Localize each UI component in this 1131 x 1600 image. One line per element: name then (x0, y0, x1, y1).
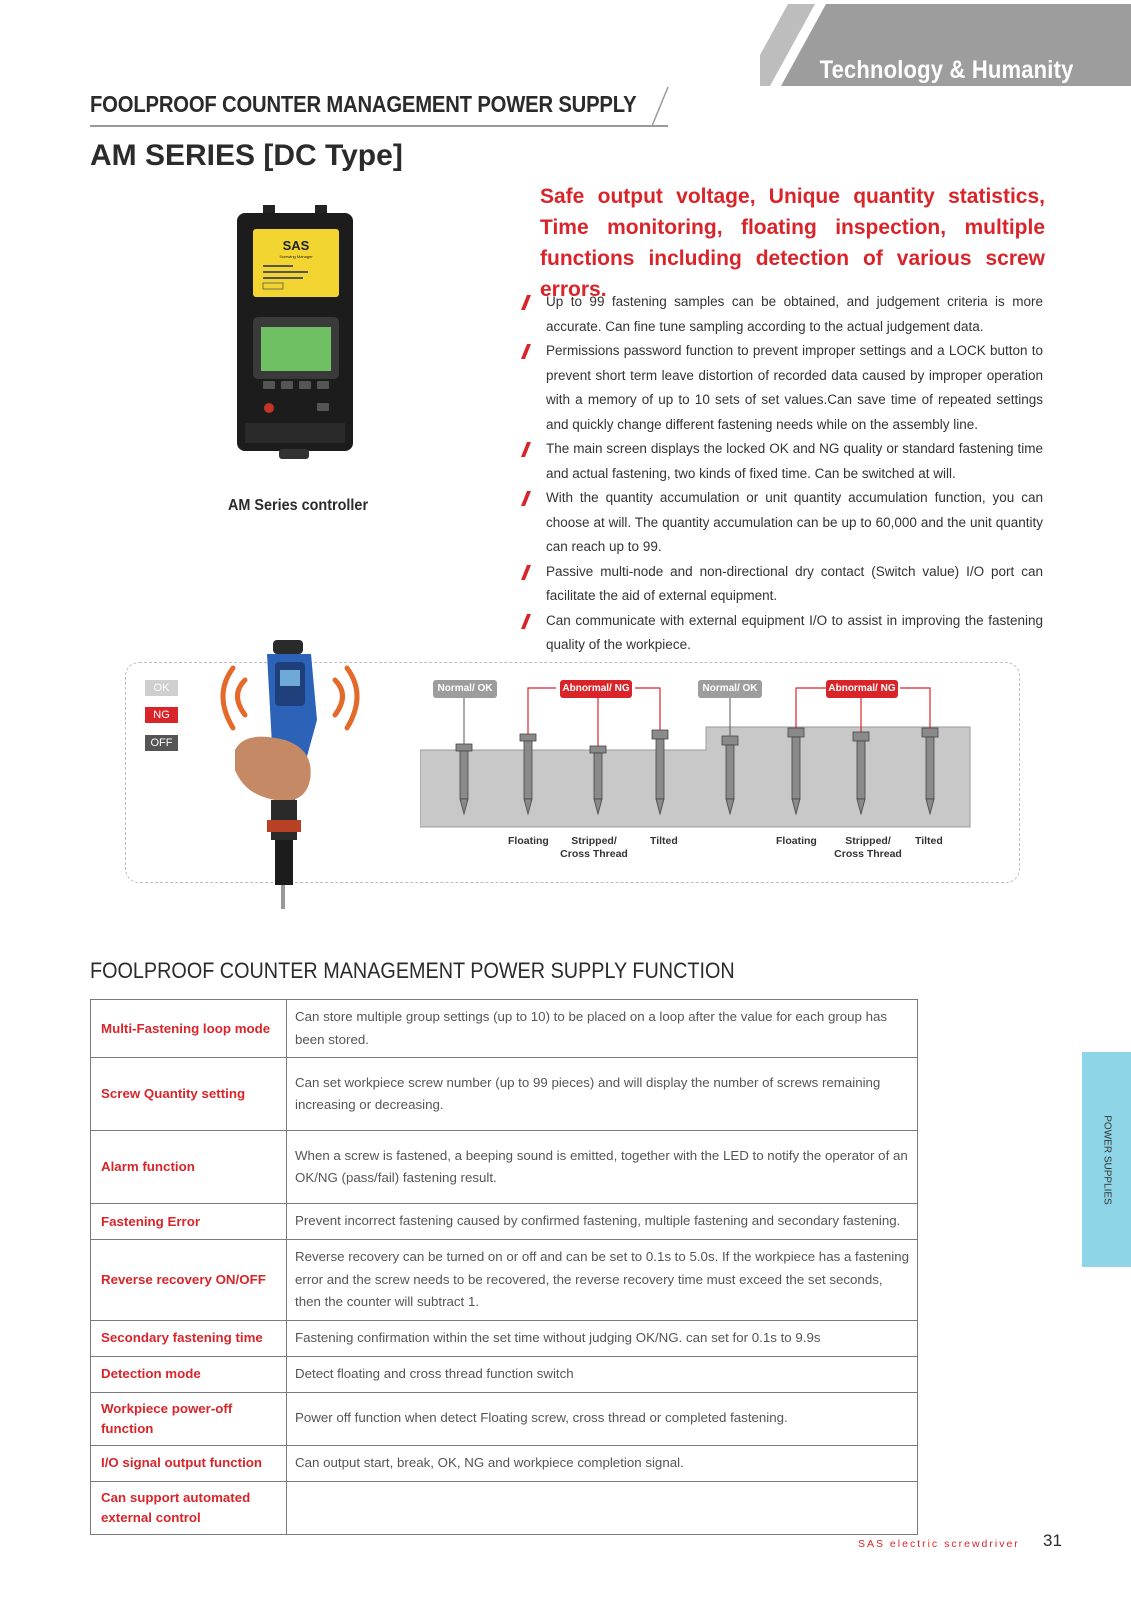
feature-list (521, 290, 1043, 658)
function-description: Can set workpiece screw number (up to 99 pieces) and will display the number of screws remaining increasing or decreasing. (287, 1058, 918, 1131)
label-floating: Floating (776, 835, 817, 847)
label-tilted: Tilted (915, 835, 943, 847)
feature-text: Passive multi-node and non-directional dry contact (Switch value) I/O port can facilitate the aid of external equipment. (546, 563, 1043, 603)
table-row (91, 1445, 918, 1481)
status-off-light: OFF (145, 735, 178, 751)
page-number: 31 (1043, 1531, 1062, 1550)
header-rule (90, 125, 668, 127)
feature-item (521, 290, 1043, 339)
controller-brand: SAS (282, 238, 310, 253)
slash-bullet-icon (521, 344, 531, 359)
feature-item (521, 486, 1043, 560)
feature-text: Permissions password function to prevent improper settings and a LOCK button to prevent short term leave distortion of recorded data caused by improper operation with a memory of up to 10 sets of set values.Can save time of repeated settings and quickly change different fastening needs while on the assembly line. (546, 343, 1043, 432)
function-table (90, 999, 918, 1535)
controller-subtitle: Screwing Manager (279, 254, 313, 259)
function-name: Detection mode (91, 1356, 287, 1392)
section-side-tab (1082, 1052, 1131, 1267)
controller-caption: AM Series controller (228, 497, 369, 514)
header-slash (650, 86, 670, 128)
table-row (91, 1356, 918, 1392)
feature-text: Up to 99 fastening samples can be obtained, and judgement criteria is more accurate. Can fine tune sampling according to the actual judgement data. (546, 294, 1043, 334)
table-row (91, 1058, 918, 1131)
function-name: I/O signal output function (91, 1445, 287, 1481)
function-description (287, 1481, 918, 1534)
tag-normal-ok: Normal/ OK (698, 680, 762, 698)
function-name: Workpiece power-off function (91, 1392, 287, 1445)
label-stripped-cross-thread: Stripped/ Cross Thread (560, 835, 628, 860)
screwdriver-image (205, 640, 395, 920)
function-name: Secondary fastening time (91, 1320, 287, 1356)
function-name: Screw Quantity setting (91, 1058, 287, 1131)
table-row (91, 1240, 918, 1321)
tag-abnormal-ng: Abnormal/ NG (826, 680, 898, 698)
page-title: FOOLPROOF COUNTER MANAGEMENT POWER SUPPLY (90, 91, 637, 117)
function-description: Power off function when detect Floating screw, cross thread or completed fastening. (287, 1392, 918, 1445)
function-description: Reverse recovery can be turned on or off and can be set to 0.1s to 5.0s. If the workpiece has a fastening error and the screw needs to be recovered, the reverse recovery time must exceed the set seconds, then the counter will subtract 1. (287, 1240, 918, 1321)
status-ok-light: OK (145, 680, 178, 696)
feature-text: Can communicate with external equipment I/O to assist in improving the fastening quality of the workpiece. (546, 612, 1043, 652)
feature-item (521, 437, 1043, 486)
table-row (91, 1131, 918, 1204)
function-name: Can support automated external control (91, 1481, 287, 1534)
feature-text: The main screen displays the locked OK and NG quality or standard fastening time and actual fastening, two kinds of fixed time. Can be switched at will. (546, 441, 1043, 481)
slash-bullet-icon (521, 295, 531, 310)
function-name: Alarm function (91, 1131, 287, 1204)
function-description: Can store multiple group settings (up to 10) to be placed on a loop after the value for each group has been stored. (287, 1000, 918, 1058)
table-row (91, 1204, 918, 1240)
slash-bullet-icon (521, 491, 531, 506)
function-description: Can output start, break, OK, NG and workpiece completion signal. (287, 1445, 918, 1481)
controller-image (235, 205, 355, 465)
table-row (91, 1481, 918, 1534)
footer-brand: SAS electric screwdriver (858, 1538, 1020, 1550)
function-description: Prevent incorrect fastening caused by confirmed fastening, multiple fastening and secondary fastening. (287, 1204, 918, 1240)
table-row (91, 1392, 918, 1445)
function-name: Multi-Fastening loop mode (91, 1000, 287, 1058)
tag-normal-ok: Normal/ OK (433, 680, 497, 698)
table-row (91, 1320, 918, 1356)
label-stripped-cross-thread: Stripped/ Cross Thread (834, 835, 902, 860)
label-floating: Floating (508, 835, 549, 847)
function-description: Detect floating and cross thread function switch (287, 1356, 918, 1392)
slash-bullet-icon (521, 565, 531, 580)
tag-abnormal-ng: Abnormal/ NG (560, 680, 632, 698)
feature-item (521, 339, 1043, 437)
series-title: AM SERIES [DC Type] (90, 139, 403, 172)
feature-item (521, 609, 1043, 658)
function-section-title: FOOLPROOF COUNTER MANAGEMENT POWER SUPPLY FUNCTION (90, 958, 735, 983)
top-banner (760, 4, 1131, 86)
table-row (91, 1000, 918, 1058)
status-ng-light: NG (145, 707, 178, 723)
banner-text: Technology & Humanity (819, 56, 1073, 84)
feature-item (521, 560, 1043, 609)
function-name: Fastening Error (91, 1204, 287, 1240)
function-name: Reverse recovery ON/OFF (91, 1240, 287, 1321)
slash-bullet-icon (521, 614, 531, 629)
slash-bullet-icon (521, 442, 531, 457)
side-tab-label: POWER SUPPLIES (1101, 1114, 1112, 1205)
function-description: Fastening confirmation within the set time without judging OK/NG. can set for 0.1s to 9.9s (287, 1320, 918, 1356)
label-tilted: Tilted (650, 835, 678, 847)
headline: Safe output voltage, Unique quantity statistics, Time monitoring, floating inspection, multiple functions including detection of various screw errors. (540, 185, 1045, 301)
feature-text: With the quantity accumulation or unit quantity accumulation function, you can choose at will. The quantity accumulation can be up to 60,000 and the unit quantity can reach up to 99. (546, 490, 1043, 554)
function-description: When a screw is fastened, a beeping sound is emitted, together with the LED to notify the operator of an OK/NG (pass/fail) fastening result. (287, 1131, 918, 1204)
